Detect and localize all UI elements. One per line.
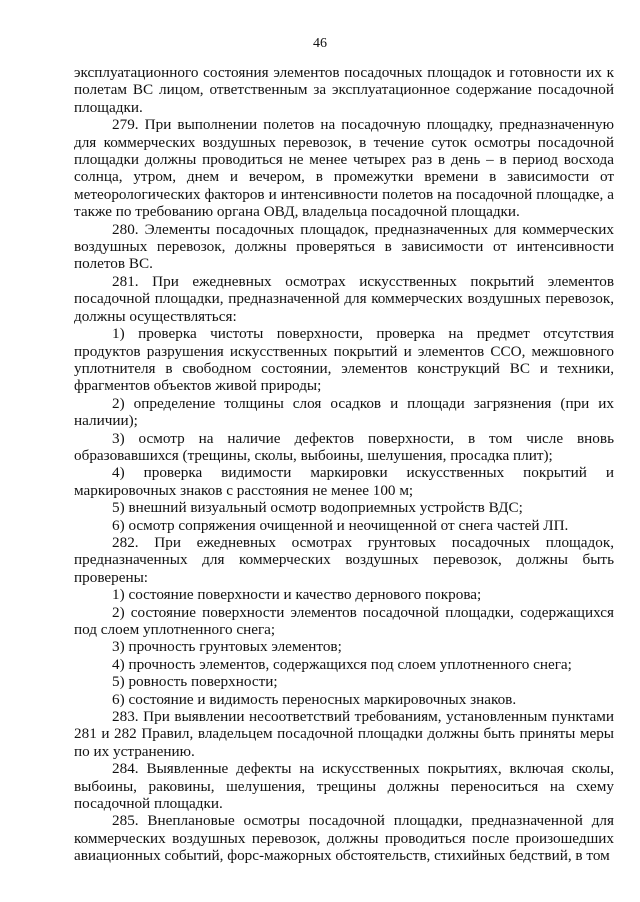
list-item-282-1: 1) состояние поверхности и качество дернового покрова;: [112, 586, 482, 604]
list-item-281-5: 5) внешний визуальный осмотр водоприемных устройств ВДС;: [112, 499, 523, 517]
list-item-282-4: 4) прочность элементов, содержащихся под слоем уплотненного снега;: [112, 655, 572, 673]
paragraph-279: 279. При выполнении полетов на посадочную площадку, предназначенную для коммерческих воздушных перевозок, в течение суток осмотры посадочной площадки должны проводиться не менее четырех раз в день – в период восхода солнца, утром, днем и вечером, в промежутки времени в зависимости от метеорологических факторов и интенсивности полетов на посадочной площадке, а также по требованию органа ОВД, владельца посадочной площадки.: [74, 116, 614, 221]
paragraph-281: 281. При ежедневных осмотрах искусственных покрытий элементов посадочной площадки, предназначенной для коммерческих воздушных перевозок, должны осуществляться:: [74, 272, 614, 325]
list-item-281-1: 1) проверка чистоты поверхности, проверка на предмет отсутствия продуктов разрушения искусственных покрытий и элементов ССО, межшовного уплотнителя в свободном состоянии, элементов конструкций ВС и техники, фрагментов объектов живой природы;: [74, 325, 614, 395]
list-item-281-4: 4) проверка видимости маркировки искусственных покрытий и маркировочных знаков с расстояния не менее 100 м;: [74, 464, 614, 499]
paragraph-285: 285. Внеплановые осмотры посадочной площадки, предназначенной для коммерческих воздушных перевозок, должны проводиться после произошедших авиационных событий, форс-мажорных обстоятельств, стихийных бедствий, в том: [74, 812, 614, 865]
paragraph-282: 282. При ежедневных осмотрах грунтовых посадочных площадок, предназначенных для коммерческих воздушных перевозок, должны быть проверены:: [74, 533, 614, 586]
list-item-281-6: 6) осмотр сопряжения очищенной и неочищенной от снега частей ЛП.: [112, 516, 569, 534]
page-number: 46: [313, 36, 327, 51]
list-item-281-2: 2) определение толщины слоя осадков и площади загрязнения (при их наличии);: [74, 394, 614, 430]
paragraph-continuation: эксплуатационного состояния элементов посадочных площадок и готовности их к полетам ВС лицом, ответственным за эксплуатационное содержание посадочной площадки.: [74, 64, 614, 116]
list-item-281-3: 3) осмотр на наличие дефектов поверхности, в том числе вновь образовавшихся (трещины, сколы, выбоины, шелушения, просадка плит);: [74, 429, 614, 464]
paragraph-283: 283. При выявлении несоответствий требованиям, установленным пунктами 281 и 282 Правил, владельцем посадочной площадки должны быть приняты меры по их устранению.: [74, 708, 614, 760]
paragraph-284: 284. Выявленные дефекты на искусственных покрытиях, включая сколы, выбоины, раковины, шелушения, трещины должны переноситься на схему посадочной площадки.: [74, 760, 614, 813]
paragraph-280: 280. Элементы посадочных площадок, предназначенных для коммерческих воздушных перевозок, должны проверяться в зависимости от интенсивности полетов ВС.: [74, 220, 614, 273]
list-item-282-6: 6) состояние и видимость переносных маркировочных знаков.: [112, 690, 517, 708]
list-item-282-5: 5) ровность поверхности;: [112, 673, 278, 691]
list-item-282-2: 2) состояние поверхности элементов посадочной площадки, содержащихся под слоем уплотненного снега;: [74, 603, 614, 638]
document-body: [74, 64, 614, 865]
list-item-282-3: 3) прочность грунтовых элементов;: [112, 638, 342, 656]
